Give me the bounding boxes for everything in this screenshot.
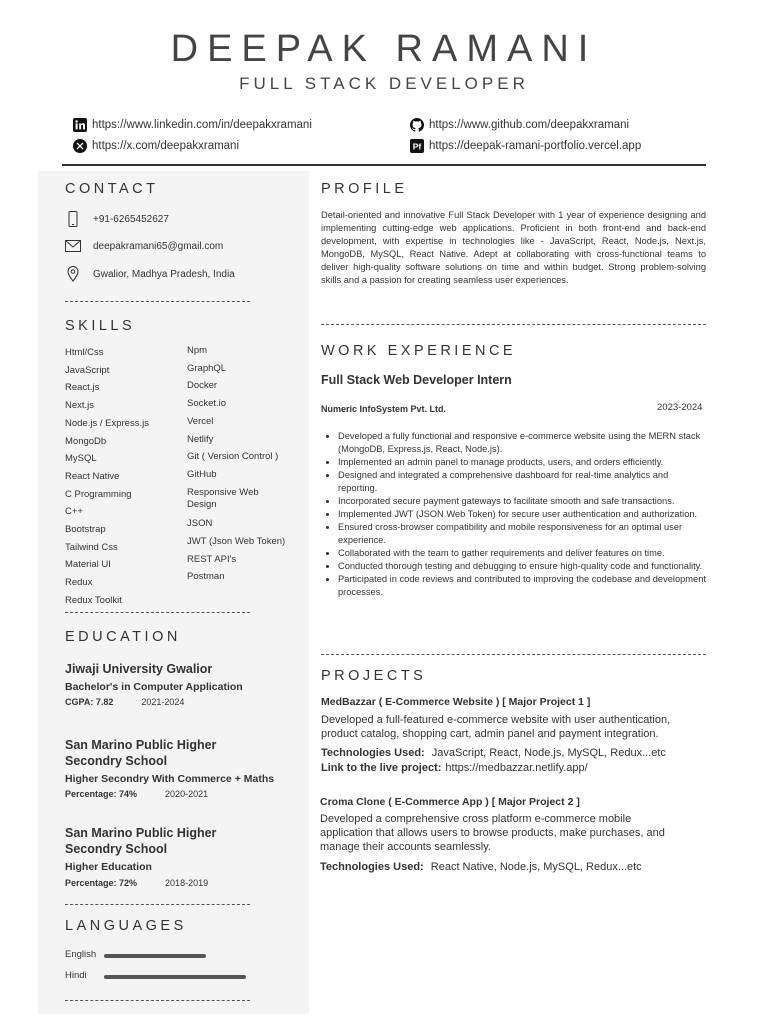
education-meta [65, 789, 208, 799]
contact-email [65, 239, 223, 253]
skill-item: Socket.io [187, 398, 227, 410]
skill-item: Netlify [187, 433, 214, 445]
skill-item: Responsive Web [187, 486, 259, 498]
link-label: Link to the live project: [321, 762, 442, 774]
skill-item: Npm [187, 345, 208, 356]
work-bullet: • Developed a fully functional and responsive e-commerce website using the MERN stack (MongoDB, Express.js, React, Node.js). [338, 430, 706, 456]
phone-icon [65, 212, 81, 226]
language-name: Hindi [65, 970, 87, 981]
resume-header [0, 0, 768, 94]
skill-item: MySQL [65, 453, 97, 465]
work-bullet: • Participated in code reviews and contributed to improving the codebase and development processes. [338, 573, 706, 599]
skill-item: Design [187, 499, 217, 511]
company-name: Numeric InfoSystem Pvt. Ltd. [321, 404, 447, 414]
work-heading: WORK EXPERIENCE [321, 343, 517, 359]
tech-list: React Native, Node.js, MySQL, Redux...etc [430, 861, 642, 873]
job-title: Full Stack Web Developer Intern [321, 373, 512, 387]
candidate-name: DEEPAK RAMANI [170, 28, 598, 70]
project-link [321, 762, 588, 774]
skills-heading: SKILLS [65, 318, 136, 334]
svg-text:Pf: Pf [412, 141, 422, 152]
header-divider [62, 164, 706, 166]
education-meta [65, 878, 208, 888]
skill-item: Redux Toolkit [65, 594, 122, 606]
work-bullet: • Designed and integrated a comprehensive dashboard for real-time analytics and reporting. [338, 469, 706, 495]
linkedin-icon [73, 118, 87, 132]
linkedin-url: https://www.linkedin.com/in/deepakxramani [92, 119, 312, 131]
education-years: 2021-2024 [141, 697, 185, 707]
skills-divider [65, 612, 250, 613]
education-school: San Marino Public Higher Secondry School [65, 826, 217, 856]
tech-list: JavaScript, React, Node.js, MySQL, Redux...etc [431, 747, 666, 759]
tech-label: Technologies Used: [320, 861, 424, 873]
skill-item: C Programming [65, 488, 132, 500]
linkedin-link[interactable] [73, 118, 312, 132]
skill-item: Next.js [65, 400, 95, 412]
github-icon [410, 118, 424, 132]
job-years: 2023-2024 [657, 402, 703, 413]
education-school: Jiwaji University Gwalior [65, 662, 213, 676]
education-score: CGPA: 7.82 [65, 697, 114, 707]
education-school: San Marino Public Higher Secondry School [65, 738, 217, 768]
github-link[interactable] [410, 118, 629, 132]
education-degree: Higher Secondry With Commerce + Maths [65, 773, 275, 785]
project-tech [321, 747, 666, 759]
languages-heading: LANGUAGES [65, 918, 187, 934]
skill-item: Tailwind Css [65, 541, 118, 553]
education-years: 2018-2019 [165, 878, 209, 888]
skill-item: Bootstrap [65, 524, 106, 535]
skill-item: JWT (Json Web Token) [187, 536, 286, 547]
location-pin-icon [65, 267, 81, 281]
skill-item: GraphQL [187, 362, 227, 374]
x-icon [73, 139, 87, 153]
work-divider [321, 654, 706, 655]
skill-item: React.js [65, 382, 100, 394]
email-address: deepakramani65@gmail.com [93, 240, 224, 252]
x-url: https://x.com/deepakxramani [92, 140, 240, 152]
skill-item: Git ( Version Control ) [187, 451, 279, 463]
education-score: Percentage: 72% [65, 878, 138, 888]
skill-item: Node.js / Express.js [65, 417, 149, 429]
language-level-bar [104, 975, 246, 979]
project-live-link[interactable]: https://medbazzar.netlify.app/ [445, 762, 588, 774]
skill-item: MongoDb [65, 435, 107, 447]
education-heading: EDUCATION [65, 629, 181, 645]
skill-item: C++ [65, 506, 83, 518]
project-description: Developed a comprehensive cross platform e-commerce mobile application that allows users to browse products, make purchases, and manage their accounts seamlessly. [320, 813, 665, 853]
project-description: Developed a full-featured e-commerce website with user authentication, product catalog, shopping cart, admin panel and payment integration. [321, 714, 671, 740]
project-tech [320, 861, 642, 873]
work-bullet: • Implemented an admin panel to manage products, users, and orders efficiently. [338, 456, 706, 469]
skill-item: Material UI [65, 559, 111, 571]
education-score: Percentage: 74% [65, 789, 138, 799]
skill-item: React Native [65, 470, 120, 482]
profile-heading: PROFILE [321, 181, 408, 197]
skill-item: GitHub [187, 468, 217, 480]
portfolio-icon [410, 139, 424, 153]
work-bullet: • Implemented JWT (JSON Web Token) for secure user authentication and authorization. [338, 508, 706, 521]
education-years: 2020-2021 [165, 789, 209, 799]
skill-item: Postman [187, 571, 225, 583]
work-bullet: • Incorporated secure payment gateways to facilitate smooth and safe transactions. [338, 495, 706, 508]
skill-item: Docker [187, 380, 218, 392]
work-bullets [322, 430, 706, 599]
education-meta [65, 697, 184, 707]
sidebar [38, 171, 309, 1014]
mail-icon [65, 239, 81, 253]
languages-divider [65, 1000, 250, 1001]
contact-location [65, 267, 235, 281]
phone-number: +91-6265452627 [93, 213, 169, 225]
project-title: Croma Clone ( E-Commerce App ) [ Major Project 2 ] [320, 796, 580, 808]
skill-item: Vercel [187, 415, 214, 427]
profile-text: Detail-oriented and innovative Full Stack Developer with 1 year of experience designing and implementing cutting-edge web applications. Proficient in both front-end and back-end development, with expertise in technologies like - JavaScript, React, Node.js, Next.js, MongoDB, MySQL, React Native. Adept at collaborating with cross-functional teams to deliver high-quality software solutions on time and within budget. Strong problem-solving skills and a passion for creating seamless user experiences. [321, 210, 706, 285]
skill-item: Redux [65, 577, 93, 589]
skill-item: JavaScript [65, 364, 110, 376]
portfolio-link[interactable] [410, 139, 641, 153]
language-name: English [65, 949, 97, 960]
candidate-title: FULL STACK DEVELOPER [239, 74, 529, 93]
work-bullet: • Conducted thorough testing and debugging to ensure high-quality code and functionality. [338, 560, 706, 573]
skill-item: REST API's [187, 553, 237, 565]
contact-heading: CONTACT [65, 181, 159, 197]
x-link[interactable] [73, 139, 239, 153]
language-level-bar [104, 954, 206, 958]
contact-divider [65, 301, 250, 302]
education-degree: Bachelor's in Computer Application [65, 681, 243, 693]
work-bullet: • Ensured cross-browser compatibility and mobile responsiveness for an optimal user experience. [338, 521, 706, 547]
skill-item: Html/Css [65, 347, 104, 358]
project-title: MedBazzar ( E-Commerce Website ) [ Major Project 1 ] [321, 696, 591, 708]
education-degree: Higher Education [65, 861, 152, 873]
education-divider [65, 904, 250, 905]
github-url: https://www.github.com/deepakxramani [429, 119, 630, 131]
location-text: Gwalior, Madhya Pradesh, India [93, 268, 235, 280]
portfolio-url: https://deepak-ramani-portfolio.vercel.app [429, 140, 642, 152]
contact-phone [65, 212, 169, 226]
profile-divider [321, 324, 706, 325]
skill-item: JSON [187, 518, 213, 530]
projects-heading: PROJECTS [321, 668, 427, 684]
work-bullet: • Collaborated with the team to gather requirements and deliver features on time. [338, 547, 706, 560]
tech-label: Technologies Used: [321, 747, 425, 759]
